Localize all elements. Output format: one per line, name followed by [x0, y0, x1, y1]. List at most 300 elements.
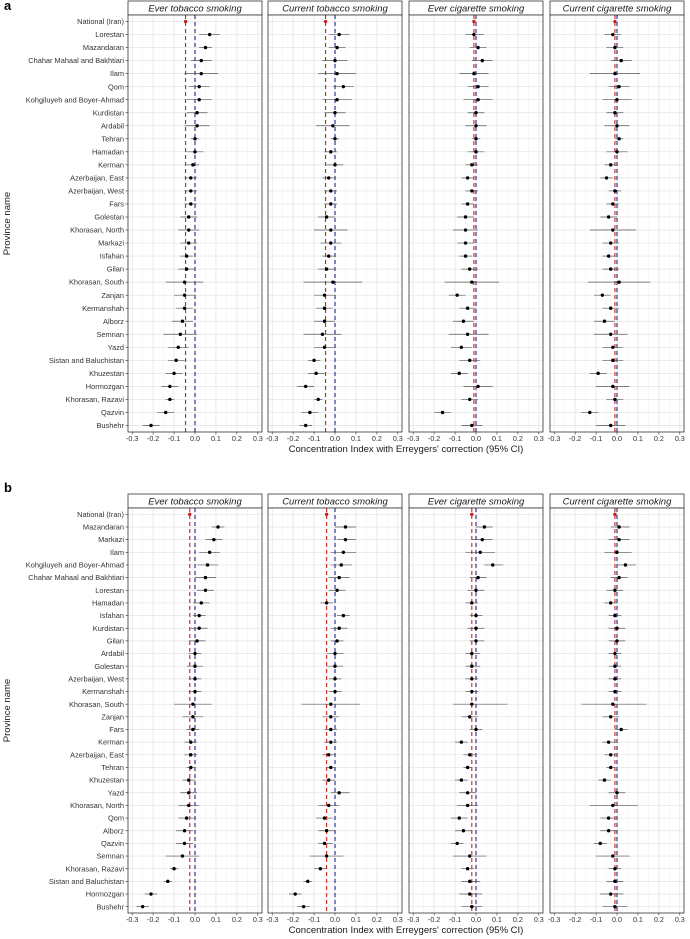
estimate-point: [172, 867, 175, 870]
estimate-point: [601, 293, 604, 296]
facet-1: [126, 1, 263, 443]
x-tick-label: -0.2: [286, 434, 300, 443]
province-label: Kurdistan: [92, 108, 124, 118]
estimate-point: [317, 398, 320, 401]
x-tick-label: -0.3: [125, 434, 139, 443]
facet-title: Ever tobacco smoking: [148, 3, 242, 15]
x-tick-label: -0.2: [568, 915, 582, 924]
estimate-point: [168, 385, 171, 388]
estimate-point: [476, 85, 479, 88]
province-label: Azerbaijan, West: [68, 186, 124, 196]
panel-a: [2, 0, 685, 455]
estimate-point: [327, 778, 330, 781]
estimate-point: [193, 677, 196, 680]
estimate-point: [327, 254, 330, 257]
estimate-point: [615, 627, 618, 630]
estimate-point: [607, 816, 610, 819]
estimate-point: [193, 690, 196, 693]
province-label: Mazandaran: [82, 43, 124, 53]
estimate-point: [191, 163, 194, 166]
estimate-point: [462, 829, 465, 832]
estimate-point: [174, 359, 177, 362]
estimate-point: [149, 424, 152, 427]
estimate-point: [189, 753, 192, 756]
estimate-point: [329, 715, 332, 718]
estimate-point: [312, 359, 315, 362]
estimate-point: [603, 778, 606, 781]
estimate-point: [613, 665, 616, 668]
province-label: Markazi: [98, 535, 124, 545]
estimate-point: [470, 163, 473, 166]
estimate-point: [191, 702, 194, 705]
estimate-point: [183, 829, 186, 832]
estimate-point: [329, 150, 332, 153]
estimate-point: [476, 385, 479, 388]
estimate-point: [208, 33, 211, 36]
estimate-point: [189, 189, 192, 192]
facet-2: [266, 1, 403, 443]
estimate-point: [613, 905, 616, 908]
estimate-point: [193, 137, 196, 140]
estimate-point: [619, 728, 622, 731]
province-label: Yazd: [107, 788, 124, 798]
estimate-point: [609, 766, 612, 769]
x-tick-label: -0.3: [547, 915, 561, 924]
estimate-point: [197, 85, 200, 88]
estimate-point: [611, 854, 614, 857]
estimate-point: [613, 20, 616, 23]
estimate-point: [177, 346, 180, 349]
estimate-point: [331, 280, 334, 283]
estimate-point: [474, 589, 477, 592]
estimate-point: [197, 98, 200, 101]
x-tick-label: 0.2: [512, 434, 523, 443]
estimate-point: [611, 33, 614, 36]
estimate-point: [474, 137, 477, 140]
x-tick-label: -0.2: [286, 915, 300, 924]
estimate-point: [455, 293, 458, 296]
estimate-point: [474, 124, 477, 127]
estimate-point: [596, 372, 599, 375]
estimate-point: [470, 690, 473, 693]
province-label: Mazandaran: [82, 522, 124, 532]
estimate-point: [183, 280, 186, 283]
estimate-point: [333, 59, 336, 62]
estimate-point: [617, 538, 620, 541]
x-tick-label: 0.2: [231, 434, 242, 443]
x-tick-label: 0.1: [491, 434, 502, 443]
estimate-point: [333, 690, 336, 693]
estimate-point: [605, 176, 608, 179]
x-tick-label: 0.0: [190, 434, 200, 443]
estimate-point: [476, 98, 479, 101]
estimate-point: [185, 254, 188, 257]
estimate-point: [204, 589, 207, 592]
estimate-point: [466, 867, 469, 870]
estimate-point: [333, 652, 336, 655]
estimate-point: [188, 513, 191, 516]
estimate-point: [304, 424, 307, 427]
estimate-point: [314, 372, 317, 375]
estimate-point: [470, 677, 473, 680]
estimate-point: [319, 867, 322, 870]
x-tick-label: -0.1: [448, 915, 462, 924]
estimate-point: [335, 639, 338, 642]
province-label: Kurdistan: [92, 623, 124, 633]
estimate-point: [327, 753, 330, 756]
estimate-point: [474, 150, 477, 153]
estimate-point: [216, 525, 219, 528]
estimate-point: [306, 880, 309, 883]
province-label: Bushehr: [96, 421, 124, 431]
province-label: Isfahan: [99, 611, 124, 621]
x-tick-label: 0.1: [210, 915, 221, 924]
estimate-point: [611, 228, 614, 231]
estimate-point: [141, 905, 144, 908]
estimate-point: [613, 867, 616, 870]
estimate-point: [609, 163, 612, 166]
estimate-point: [615, 124, 618, 127]
estimate-point: [329, 766, 332, 769]
province-label: Markazi: [98, 238, 124, 248]
estimate-point: [308, 411, 311, 414]
estimate-point: [472, 72, 475, 75]
x-tick-label: -0.3: [265, 915, 279, 924]
x-tick-label: 0.0: [471, 915, 481, 924]
estimate-point: [195, 124, 198, 127]
estimate-point: [200, 601, 203, 604]
facet-title: Ever cigarette smoking: [427, 496, 525, 508]
estimate-point: [329, 189, 332, 192]
x-tick-label: 0.3: [392, 915, 403, 924]
estimate-point: [325, 829, 328, 832]
estimate-point: [603, 320, 606, 323]
estimate-point: [329, 728, 332, 731]
estimate-point: [613, 72, 616, 75]
estimate-point: [609, 333, 612, 336]
estimate-point: [613, 189, 616, 192]
estimate-point: [599, 842, 602, 845]
province-label: Azerbaijan, West: [68, 674, 124, 684]
estimate-point: [323, 307, 326, 310]
estimate-point: [184, 20, 187, 23]
x-tick-label: -0.1: [167, 434, 181, 443]
x-tick-label: -0.2: [146, 434, 160, 443]
estimate-point: [470, 280, 473, 283]
x-tick-label: -0.2: [146, 915, 160, 924]
estimate-point: [195, 111, 198, 114]
province-label: Zanjan: [101, 290, 124, 300]
province-label: Azerbaijan, East: [70, 173, 124, 183]
estimate-point: [183, 307, 186, 310]
estimate-point: [179, 333, 182, 336]
x-tick-label: 0.1: [632, 434, 643, 443]
estimate-point: [168, 398, 171, 401]
facet-title: Ever tobacco smoking: [148, 496, 242, 508]
province-label: Alborz: [103, 826, 124, 836]
estimate-point: [337, 576, 340, 579]
x-tick-label: 0.2: [371, 915, 382, 924]
facet-title: Ever cigarette smoking: [427, 3, 525, 15]
estimate-point: [460, 740, 463, 743]
estimate-point: [337, 791, 340, 794]
estimate-point: [613, 46, 616, 49]
province-label: National (Iran): [77, 17, 124, 27]
estimate-point: [455, 842, 458, 845]
province-label: Lorestan: [95, 30, 124, 40]
estimate-point: [468, 854, 471, 857]
x-tick-label: 0.0: [612, 434, 622, 443]
estimate-point: [474, 614, 477, 617]
estimate-point: [302, 905, 305, 908]
estimate-point: [470, 702, 473, 705]
province-label: Khorasan, South: [68, 699, 124, 709]
estimate-point: [324, 20, 327, 23]
facet-title: Current tobacco smoking: [282, 496, 388, 508]
x-tick-label: 0.0: [190, 915, 200, 924]
estimate-point: [325, 601, 328, 604]
estimate-point: [344, 538, 347, 541]
x-tick-label: 0.1: [491, 915, 502, 924]
province-label: Khorasan, Razavi: [65, 864, 124, 874]
estimate-point: [344, 525, 347, 528]
province-label: Qazvin: [100, 838, 124, 848]
estimate-point: [476, 576, 479, 579]
estimate-point: [327, 804, 330, 807]
estimate-point: [166, 880, 169, 883]
estimate-point: [481, 538, 484, 541]
estimate-point: [333, 677, 336, 680]
province-label: Gilan: [106, 264, 124, 274]
estimate-point: [189, 740, 192, 743]
estimate-point: [474, 728, 477, 731]
estimate-point: [470, 513, 473, 516]
province-label: Hamadan: [91, 598, 124, 608]
province-label: Ardabil: [100, 649, 124, 659]
estimate-point: [611, 202, 614, 205]
estimate-point: [333, 665, 336, 668]
estimate-point: [206, 563, 209, 566]
estimate-point: [615, 791, 618, 794]
x-tick-label: -0.1: [307, 915, 321, 924]
estimate-point: [617, 137, 620, 140]
province-label: Semnan: [96, 851, 124, 861]
estimate-point: [325, 513, 328, 516]
facet-title: Current cigarette smoking: [562, 496, 672, 508]
x-tick-label: 0.2: [371, 434, 382, 443]
estimate-point: [609, 307, 612, 310]
province-label: Khuzestan: [89, 368, 124, 378]
province-label: Hormozgan: [85, 381, 124, 391]
estimate-point: [333, 137, 336, 140]
estimate-point: [342, 614, 345, 617]
estimate-point: [607, 215, 610, 218]
panel-b-letter: b: [4, 480, 12, 495]
estimate-point: [466, 804, 469, 807]
estimate-point: [617, 280, 620, 283]
estimate-point: [615, 551, 618, 554]
province-label: Qom: [107, 813, 124, 823]
estimate-point: [321, 333, 324, 336]
province-label: Isfahan: [99, 251, 124, 261]
estimate-point: [468, 267, 471, 270]
estimate-point: [470, 665, 473, 668]
estimate-point: [187, 778, 190, 781]
estimate-point: [481, 59, 484, 62]
y-axis-title: Province name: [2, 191, 13, 256]
estimate-point: [464, 241, 467, 244]
estimate-point: [609, 241, 612, 244]
estimate-point: [187, 241, 190, 244]
estimate-point: [304, 385, 307, 388]
estimate-point: [212, 538, 215, 541]
x-tick-label: -0.3: [406, 434, 420, 443]
estimate-point: [323, 346, 326, 349]
province-label: Golestan: [94, 661, 124, 671]
estimate-point: [468, 753, 471, 756]
x-axis-title: Concentration Index with Erreygers' correction (95% CI): [288, 444, 524, 455]
province-label: Khorasan, North: [70, 225, 124, 235]
estimate-point: [468, 715, 471, 718]
estimate-point: [611, 359, 614, 362]
facet-3: [407, 494, 544, 924]
province-label: Kermanshah: [82, 303, 124, 313]
x-tick-label: 0.2: [653, 915, 664, 924]
estimate-point: [195, 639, 198, 642]
estimate-point: [466, 791, 469, 794]
estimate-point: [468, 359, 471, 362]
province-label: Kermanshah: [82, 687, 124, 697]
estimate-point: [329, 702, 332, 705]
x-tick-label: 0.3: [533, 434, 544, 443]
estimate-point: [474, 627, 477, 630]
facet-2: [266, 494, 403, 924]
estimate-point: [472, 20, 475, 23]
estimate-point: [329, 740, 332, 743]
estimate-point: [491, 563, 494, 566]
estimate-point: [204, 46, 207, 49]
province-label: Fars: [109, 725, 124, 735]
province-label: Chahar Mahaal and Bakhtiari: [28, 56, 124, 66]
estimate-point: [329, 202, 332, 205]
x-tick-label: -0.3: [406, 915, 420, 924]
estimate-point: [323, 842, 326, 845]
estimate-point: [617, 576, 620, 579]
facet-4: [548, 1, 685, 443]
x-tick-label: 0.3: [674, 915, 685, 924]
panel-a-letter: a: [4, 0, 12, 13]
estimate-point: [470, 905, 473, 908]
estimate-point: [325, 854, 328, 857]
panel-b: [2, 480, 685, 936]
estimate-point: [470, 652, 473, 655]
estimate-point: [193, 652, 196, 655]
estimate-point: [329, 241, 332, 244]
estimate-point: [613, 111, 616, 114]
x-axis-title: Concentration Index with Erreygers' correction (95% CI): [288, 925, 524, 936]
estimate-point: [460, 346, 463, 349]
x-tick-label: 0.2: [653, 434, 664, 443]
estimate-point: [172, 372, 175, 375]
estimate-point: [335, 589, 338, 592]
province-label: Ilam: [110, 69, 124, 79]
estimate-point: [441, 411, 444, 414]
estimate-point: [607, 740, 610, 743]
estimate-point: [611, 804, 614, 807]
estimate-point: [325, 215, 328, 218]
estimate-point: [474, 111, 477, 114]
estimate-point: [615, 639, 618, 642]
estimate-point: [342, 85, 345, 88]
province-label: Alborz: [103, 316, 124, 326]
estimate-point: [460, 778, 463, 781]
estimate-point: [478, 551, 481, 554]
estimate-point: [189, 766, 192, 769]
estimate-point: [333, 111, 336, 114]
estimate-point: [611, 385, 614, 388]
estimate-point: [208, 551, 211, 554]
estimate-point: [323, 320, 326, 323]
province-label: Azerbaijan, East: [70, 750, 124, 760]
province-label: Khorasan, North: [70, 801, 124, 811]
estimate-point: [189, 176, 192, 179]
x-tick-label: -0.1: [589, 915, 603, 924]
estimate-point: [609, 715, 612, 718]
estimate-point: [466, 202, 469, 205]
estimate-point: [193, 150, 196, 153]
estimate-point: [470, 601, 473, 604]
estimate-point: [470, 189, 473, 192]
x-tick-label: 0.2: [512, 915, 523, 924]
estimate-point: [613, 652, 616, 655]
estimate-point: [187, 804, 190, 807]
estimate-point: [331, 124, 334, 127]
x-tick-label: -0.3: [547, 434, 561, 443]
province-label: Golestan: [94, 212, 124, 222]
x-tick-label: -0.1: [589, 434, 603, 443]
estimate-point: [613, 677, 616, 680]
estimate-point: [619, 59, 622, 62]
estimate-point: [474, 639, 477, 642]
estimate-point: [613, 589, 616, 592]
province-label: Zanjan: [101, 712, 124, 722]
estimate-point: [181, 854, 184, 857]
province-label: Ardabil: [100, 121, 124, 131]
province-label: Bushehr: [96, 902, 124, 912]
x-tick-label: 0.3: [533, 915, 544, 924]
estimate-point: [613, 513, 616, 516]
x-tick-label: 0.1: [632, 915, 643, 924]
estimate-point: [466, 307, 469, 310]
province-label: Kohgiluyeh and Boyer-Ahmad: [25, 95, 124, 105]
estimate-point: [624, 563, 627, 566]
x-tick-label: 0.0: [471, 434, 481, 443]
x-tick-label: -0.2: [568, 434, 582, 443]
estimate-point: [613, 880, 616, 883]
estimate-point: [615, 150, 618, 153]
estimate-point: [458, 816, 461, 819]
province-label: Yazd: [107, 342, 124, 352]
province-label: Hormozgan: [85, 889, 124, 899]
estimate-point: [340, 563, 343, 566]
estimate-point: [483, 525, 486, 528]
province-label: Khuzestan: [89, 775, 124, 785]
estimate-point: [329, 228, 332, 231]
x-tick-label: 0.0: [330, 915, 340, 924]
x-tick-label: 0.2: [231, 915, 242, 924]
province-label: Tehran: [101, 763, 124, 773]
x-tick-label: 0.3: [674, 434, 685, 443]
